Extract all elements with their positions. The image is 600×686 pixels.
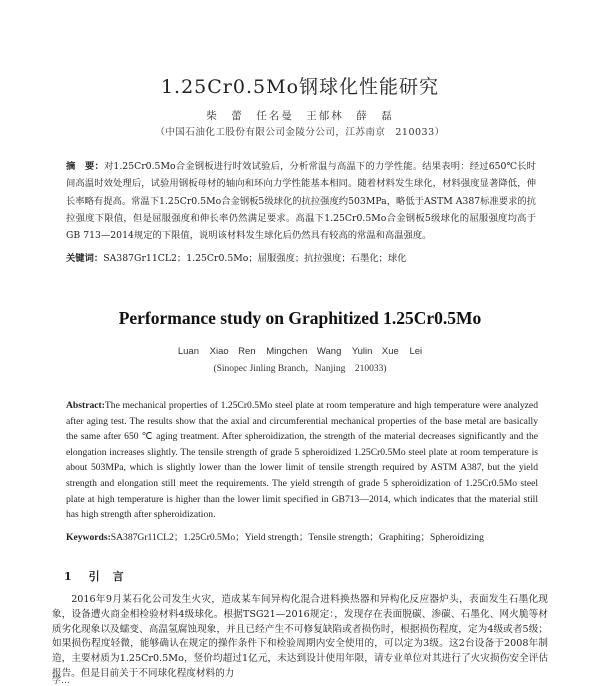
chinese-keywords-text: SA387Gr11CL2；1.25Cr0.5Mo；屈服强度；抗拉强度；石墨化；球化 [103,253,407,264]
chinese-abstract [66,158,536,244]
chinese-abstract-label: 摘 要： [66,161,104,172]
english-authors: Luan Xiao Ren Mingchen Wang Yulin Xue Lei [177,346,423,357]
chinese-abstract-text: 对1.25Cr0.5Mo合金钢板进行时效试验后，分析常温与高温下的力学性能。结果表明：经过650℃长时间高温时效处理后，试验用钢板母材的轴向和环向力学性能基本相同。随着材料发生球化，材料强度显著降低，伸长率略有提高。常温下1.25Cr0.5Mo合金钢板5级球化的抗拉强度约503MPa，略低于ASTM A387标准要求的抗拉强度下限值，但是屈服强度和伸长率仍然满足要求。高温下1.25Cr0.5Mo合金钢板5级球化的屈服强度均高于GB 713—2014规定的下限值，说明该材料发生球化后仍然具有较高的常温和高温强度。 [66,161,536,242]
english-keywords-text: SA387Gr11CL2；1.25Cr0.5Mo；Yield strength；Tensile strength；Graphiting；Spheroidizing [110,532,484,543]
chinese-keywords-label: 关键词： [66,253,104,264]
chinese-affiliation: （中国石油化工股份有限公司金陵分公司，江苏南京 210033） [155,127,445,138]
cutoff-text: 学… [52,676,71,686]
introduction-paragraph: 2016年9月某石化公司发生火灾，造成某车间异构化混合进料换热器和异构化反应器炉头，表面发生石墨化现象，设备遭火商金相检验材料4级球化。根据TSG21—2016规定：，发现存在表面脱碳、渗碳、石墨化、网火脆等材质劣化现象以及蠕变、高温氢腐蚀现象，并且已经产生不可修复缺陷或者损伤时，根据损伤程度，定为4级或者5级；如果损伤程度轻微，能够确认在规定的操作条件下和检验周期内安全使用的，可以定为3级。这2台设备于2008年制造，主要材质为1.25Cr0.5Mo，竖价均超过1亿元，未达到设计使用年限，请专业单位对其进行了火灾损伤安全评估报告。但是目前关于不同球化程度材料的力 [52,594,548,679]
english-abstract-label: Abstract: [66,400,105,411]
section-number: 1 [64,570,73,583]
chinese-keywords [66,251,536,267]
chinese-authors: 柴 蕾 任名曼 王郁林 薛 磊 [206,110,394,122]
english-affiliation: (Sinopec Jinling Branch，Nanjing 210033) [213,364,387,374]
english-abstract [66,398,538,523]
english-abstract-text: The mechanical properties of 1.25Cr0.5Mo steel plate at room temperature and high temperature were analyzed after aging test. The results show that the axial and circumferential mechanical properties of the base metal are basically the same after 650 ℃ aging treatment. After spheroidization, the strength of the material decreases significantly and the elongation increases slightly. The tensile strength of grade 5 spheroidized 1.25Cr0.5Mo steel plate at room temperature is about 503MPa, which is slightly lower than the lower limit of tensile strength required by ASTM A387, but the yield strength and elongation still meet the requirements. The yield strength of grade 5 spheroidization of 1.25Cr0.5Mo steel plate at high temperature is higher than the lower limit specified in GB713—2014, which indicates that the material still has high strength after spheroidization. [66,400,538,521]
section-title: 引 言 [88,570,125,583]
english-title: Performance study on Graphitized 1.25Cr0.5Mo [118,308,482,328]
english-keywords [66,530,538,545]
chinese-title: 1.25Cr0.5Mo钢球化性能研究 [160,76,440,98]
section-heading-introduction [64,568,125,584]
english-keywords-label: Keywords: [66,532,111,543]
